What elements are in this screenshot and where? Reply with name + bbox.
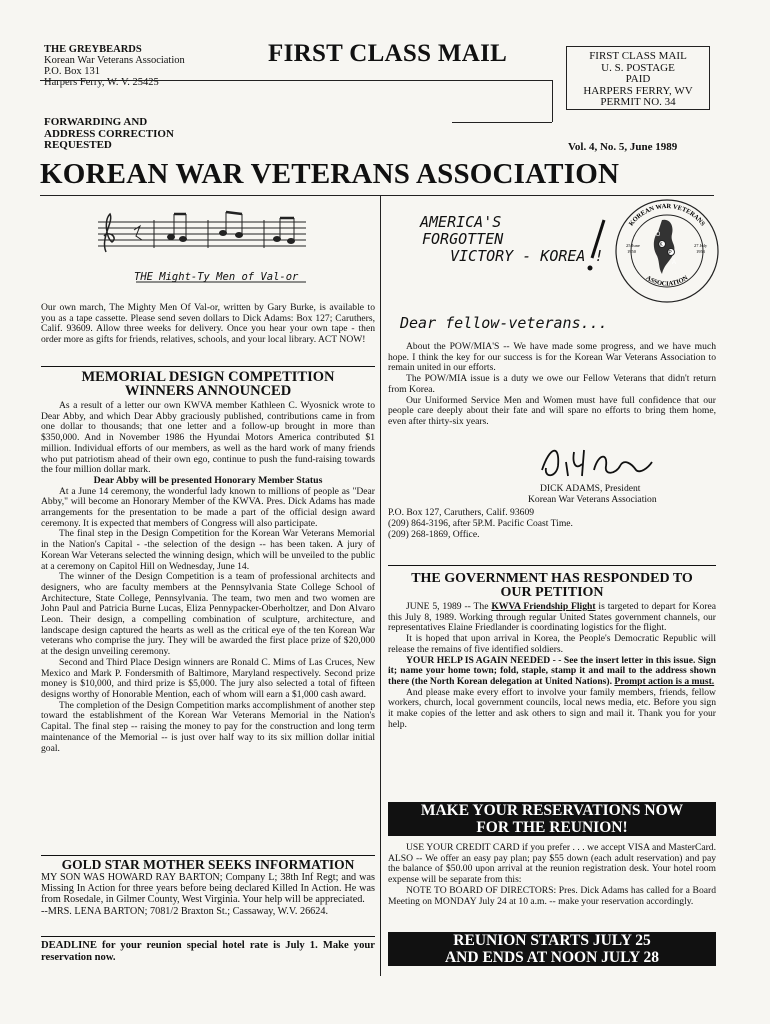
forwarding-line: ADDRESS CORRECTION [44,127,174,140]
memorial-headline-2: WINNERS ANNOUNCED [124,383,292,399]
president-letter [388,342,716,428]
forwarding-notice [44,117,174,152]
svg-text:ASSOCIATION [645,274,690,287]
deadline-notice: DEADLINE for your reunion special hotel rate is July 1. Make your reservation now. [41,940,375,963]
seal-date: 1953 [696,249,705,254]
slogan-line: FORGOTTEN [422,230,504,248]
government-paragraph: And please make every effort to involve your family members, friends, fellow workers, church, local government councils, local news media, etc. Before you sign it make copies of the letter and ask others to sign and mail it. Thank you for your help. [388,686,716,730]
masthead: KOREAN WAR VETERANS ASSOCIATION [40,158,620,190]
address-line: P.O. Box 127, Caruthers, Calif. 93609 [388,507,535,519]
seal-letter: K [659,242,663,248]
memorial-headline: MEMORIAL DESIGN COMPETITION [81,369,335,385]
section-rule [41,936,375,937]
gov-para-text: is targeted to depart for Korea this July 8, 1989. Working through regular United States government channels, our representatives Elaine Friedlander is coordinating logistics for the flight. [388,601,716,634]
goldstar-text: MY SON WAS HOWARD RAY BARTON; Company L; 38th Inf Regt; and was Missing In Action for three years before being declared Killed In Action. He was from Rosedale, in Gilmer County, West Virginia. Your help will be appreciated. [41,872,375,906]
reunion-banner [388,932,716,966]
gov-date-text: JUNE 5, 1989 -- The [406,601,492,612]
banner-line: AND ENDS AT NOON JULY 28 [444,949,660,966]
forwarding-line: REQUESTED [44,139,112,151]
header-rule-short [452,122,552,123]
president-signature-image [536,440,666,484]
memorial-paragraph: As a result of a letter our own KWVA member Kathleen C. Wyosnick wrote to Dear Abby, and which Dear Abby graciously published, contributions came in from one dollar to thousands; that one letter and a follow-up brought in more than $350,000. And in November 1986 the Hyundai Motors America contributed $1 million. Individual efforts of our members, as well as the hard work of many friends who put patriotism ahead of their own ego, continue to push the fund-raising towards the four million dollar mark. [41,400,375,476]
postage-line: HARPERS FERRY, WV [583,84,693,97]
reservations-paragraph: USE YOUR CREDIT CARD if you prefer . . . we accept VISA and MasterCard. ALSO -- We offer an easy pay plan; pay $55 down (each adult reservation) and pay the balance of $50.00 upon arrival at the reunion registration desk. Your hotel room expense will be separate from this: [388,842,716,886]
music-announcement: Our own march, The Mighty Men Of Val-or, written by Gary Burke, is available to you as a tape cassette. Please send seven dollars to Dick Adams: Box 127; Caruthers, Calif. 93609. Allow three weeks for delivery. Once you hear your own tape - then order more as gifts for friends, relatives, schools, and your local library. ACT NOW! [41,302,375,346]
return-city: Harpers Ferry, W. V. 25425 [44,77,159,88]
address-line: (209) 864-3196, after 5P.M. Pacific Coast Time. [388,518,573,530]
banner-line: FOR THE REUNION! [476,819,628,836]
header-rule-vertical [552,80,553,122]
seal-date: 27 July [694,243,708,248]
postage-indicia [566,46,710,110]
seal-date: 1950 [627,249,636,254]
help-needed-notice: YOUR HELP IS AGAIN NEEDED - - See the insert letter in this issue. Sign it; name your home town; fold, staple, stamp it and mail to the address shown there (the North Korean delegation at United Nations). [388,654,716,687]
column-divider [380,196,381,976]
seal-text-top: KOREAN WAR VETERANS [627,202,707,228]
friendship-flight-link: KWVA Friendship Flight [491,601,596,612]
seal-letter: A [671,260,677,266]
goldstar-article [41,858,375,917]
banner-line: MAKE YOUR RESERVATIONS NOW [420,802,684,819]
return-address [44,44,185,88]
postage-line: PAID [625,73,651,85]
section-rule [388,565,716,566]
signature-org: Korean War Veterans Association [528,493,657,505]
government-paragraph: It is hoped that upon arrival in Korea, the People's Democratic Republic will release the remains of five identified soldiers. [388,633,716,655]
goldstar-headline: GOLD STAR MOTHER SEEKS INFORMATION [61,857,355,872]
association-seal-image [612,196,722,306]
government-headline: THE GOVERNMENT HAS RESPONDED TO [411,571,693,586]
memorial-paragraph: The final step in the Design Competition for the Korean War Veterans Memorial in the Nation's Capital - -the selection of the design -- has been taken. A jury of Korean War Veterans selected the winning design, which will be unveiled to the public at a ceremony on Capitol Hill on Wednesday, June 14. [41,528,375,572]
postage-line: U. S. POSTAGE [601,61,675,74]
letter-paragraph: About the POW/MIA'S -- We have made some progress, and we have much hope. I think the key for our success is for the Korean War Veterans Association to remain united in our efforts. [388,341,716,374]
seal-letter: O [655,232,661,238]
section-rule [41,366,375,367]
banner-line: REUNION STARTS JULY 25 [453,932,651,949]
goldstar-signature: --MRS. LENA BARTON; 7081/2 Braxton St.; Cassaway, W.V. 26624. [41,905,329,917]
sheet-music-image [96,208,326,288]
reservations-paragraph: NOTE TO BOARD OF DIRECTORS: Pres. Dick Adams has called for a Board Meeting on MONDAY July 24 at 10 a.m. -- make your reservation accordingly. [388,884,716,907]
memorial-paragraph: The completion of the Design Competition marks accomplishment of another step toward the establishment of the Korean War Veterans Memorial in the Nation's Capital. The final step -- raising the money to pay for the construction and long term maintenance of the Memorial -- is just over half way to its six million dollar initial goal. [41,699,375,754]
mail-class-label: FIRST CLASS MAIL [268,40,508,67]
music-caption: THE Might-Ty Men of Val-or [134,271,299,283]
section-rule [41,855,375,856]
issue-label: Vol. 4, No. 5, June 1989 [568,141,678,153]
memorial-paragraph: Second and Third Place Design winners are Ronald C. Mims of Las Cruces, New Mexico and Mark P. Fondersmith of Baltimore, Maryland respectively. Second prize money is $10,000, and third prize is $5,000. The jury also selected a total of fifteen designs worthy of Honorable Mention, each of whom will earn a $1,000 cash award. [41,656,375,700]
return-org: Korean War Veterans Association [44,55,185,66]
seal-text-bottom: ASSOCIATION [644,274,690,288]
memorial-paragraph: At a June 14 ceremony, the wonderful lady known to millions of people as "Dear Abby," will become an Honorary Member of the KWVA. Pres. Dick Adams has made arrangements for the presentation to be made a part of the official design award ceremony. It is expected that members of Congress will also participate. [41,485,375,529]
letter-paragraph: The POW/MIA issue is a duty we owe our Fellow Veterans that didn't return from Korea. [388,373,716,395]
signature-name: DICK ADAMS, President [540,483,641,494]
forwarding-line: FORWARDING AND [44,116,148,128]
memorial-subhead: Dear Abby will be presented Honorary Member Status [93,474,323,486]
slogan-line: VICTORY - KOREA ! [450,247,604,265]
postage-line: FIRST CLASS MAIL [589,50,687,62]
letter-paragraph: Our Uniformed Service Men and Women must have full confidence that our people care deeply about their fate and will spare no efforts to bring them home, even after thirty-six years. [388,394,716,427]
header-rule [40,80,552,81]
handwritten-slogan [420,214,604,265]
return-box: P.O. Box 131 [44,66,101,77]
exclamation-stroke [584,218,612,274]
postage-line: PERMIT NO. 34 [600,96,676,108]
signature-block [388,484,716,541]
government-article [388,572,716,730]
return-name: THE GREYBEARDS [44,44,142,55]
address-line: (209) 268-1869, Office. [388,528,480,540]
memorial-article [41,370,375,754]
prompt-action-notice: Prompt action is a must. [614,675,715,687]
reservations-banner [388,802,716,836]
reservations-article [388,843,716,907]
memorial-paragraph: The winner of the Design Competition is a team of professional architects and designers, who are faculty members at the Pennsylvania State College School of Architecture, State College, Pennsylvania. The team, two men and two women are John Paul and Patricia Burne Lucas, Eliza Pennypacker-Oberholtzer, and Don Alvaro Leon. Their design, a compelling combination of sculpture, architecture, and landscape design captured the hearts as well as the critical eye of the ten Korean War veterans who comprise the jury. They will be awarded the first place prize of $20,000 at the design unveiling ceremony. [41,571,375,658]
government-headline-2: OUR PETITION [500,585,604,600]
slogan-line: AMERICA'S [420,213,502,231]
seal-date: 25 June [626,243,640,248]
letter-salutation: Dear fellow-veterans... [400,314,608,332]
seal-letter: P [668,250,672,256]
